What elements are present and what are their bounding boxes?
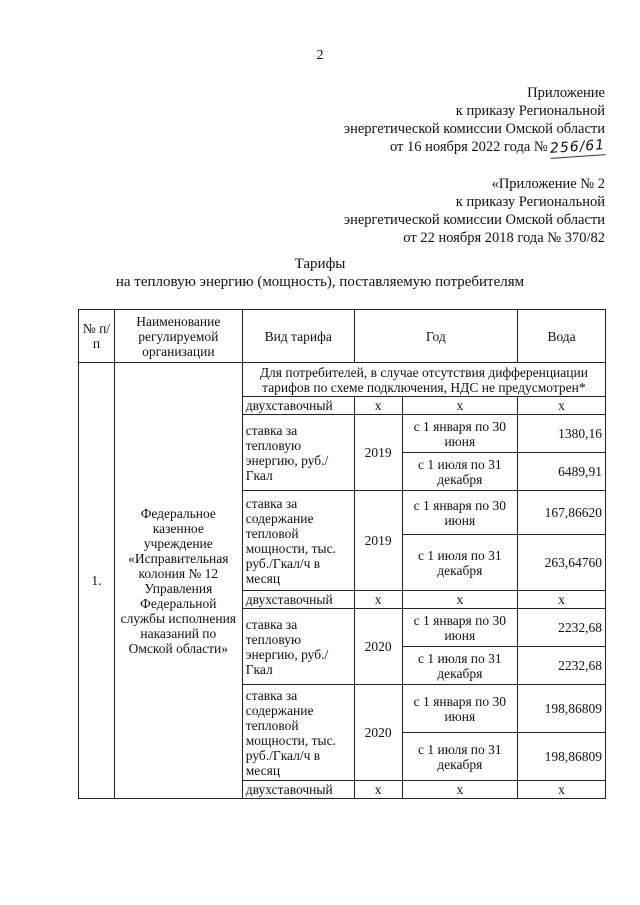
- value-cell: 6489,91: [518, 453, 606, 491]
- appendix-2-line: от 22 ноября 2018 года № 370/82: [403, 230, 605, 246]
- title-subtitle: на тепловую энергию (мощность), поставляемую потребителям: [115, 274, 525, 290]
- header-num: № п/п: [79, 310, 115, 363]
- x-cell: х: [402, 397, 518, 415]
- x-cell: х: [402, 591, 518, 609]
- tariff-table: [78, 309, 606, 799]
- x-cell: х: [354, 781, 402, 799]
- row-number: 1.: [79, 363, 115, 799]
- year-cell: 2020: [354, 685, 402, 781]
- appendix-line: Приложение: [527, 85, 605, 101]
- header-tariff-type: Вид тарифа: [242, 310, 354, 363]
- appendix-line: к приказу Региональной: [455, 103, 605, 119]
- appendix-header: [344, 84, 605, 157]
- handwritten-order-number: 256/61: [549, 137, 606, 157]
- document-title: [0, 255, 640, 291]
- appendix-2-line: энергетической комиссии Омской области: [343, 212, 605, 228]
- value-cell: 167,86620: [518, 491, 606, 535]
- period-cell: с 1 июля по 31 декабря: [402, 647, 518, 685]
- tariff-type-cell: ставка за тепловую энергию, руб./Гкал: [242, 415, 354, 491]
- year-cell: 2019: [354, 415, 402, 491]
- period-cell: с 1 января по 30 июня: [402, 415, 518, 453]
- organization-name: Федеральное казенное учреждение «Исправительная колония № 12 Управления Федеральной службы исполнения наказаний по Омской области»: [114, 363, 242, 799]
- x-cell: х: [518, 591, 606, 609]
- period-cell: с 1 июля по 31 декабря: [402, 733, 518, 781]
- value-cell: 2232,68: [518, 609, 606, 647]
- appendix-date-line: [344, 138, 605, 157]
- period-cell: с 1 января по 30 июня: [402, 685, 518, 733]
- value-cell: 2232,68: [518, 647, 606, 685]
- appendix-line: энергетической комиссии Омской области: [343, 121, 605, 137]
- x-cell: х: [354, 397, 402, 415]
- period-cell: с 1 января по 30 июня: [402, 491, 518, 535]
- table-row: [79, 363, 606, 397]
- appendix-date-text: от 16 ноября 2022 года №: [389, 139, 548, 155]
- title-main: Тарифы: [294, 256, 346, 272]
- tariff-type-cell: ставка за тепловую энергию, руб./Гкал: [242, 609, 354, 685]
- appendix-2-header: [344, 175, 605, 247]
- x-cell: х: [354, 591, 402, 609]
- tariff-type-cell: двухставочный: [242, 397, 354, 415]
- appendix-2-line: к приказу Региональной: [455, 194, 605, 210]
- table-header-row: [79, 310, 606, 363]
- x-cell: х: [518, 781, 606, 799]
- period-cell: с 1 января по 30 июня: [402, 609, 518, 647]
- period-cell: с 1 июля по 31 декабря: [402, 453, 518, 491]
- header-water: Вода: [518, 310, 606, 363]
- value-cell: 1380,16: [518, 415, 606, 453]
- appendix-2-line: «Приложение № 2: [491, 176, 605, 192]
- header-year: Год: [354, 310, 517, 363]
- tariff-type-cell: двухставочный: [242, 591, 354, 609]
- consumer-note: Для потребителей, в случае отсутствия дифференциации тарифов по схеме подключения, НДС не предусмотрен*: [242, 363, 605, 397]
- value-cell: 198,86809: [518, 685, 606, 733]
- year-cell: 2020: [354, 609, 402, 685]
- x-cell: х: [518, 397, 606, 415]
- value-cell: 198,86809: [518, 733, 606, 781]
- tariff-type-cell: ставка за содержание тепловой мощности, тыс. руб./Гкал/ч в месяц: [242, 685, 354, 781]
- tariff-type-cell: ставка за содержание тепловой мощности, тыс. руб./Гкал/ч в месяц: [242, 491, 354, 591]
- value-cell: 263,64760: [518, 535, 606, 591]
- page-number: 2: [316, 48, 324, 63]
- x-cell: х: [402, 781, 518, 799]
- period-cell: с 1 июля по 31 декабря: [402, 535, 518, 591]
- year-cell: 2019: [354, 491, 402, 591]
- header-organization: Наименование регулируемой организации: [114, 310, 242, 363]
- tariff-type-cell: двухставочный: [242, 781, 354, 799]
